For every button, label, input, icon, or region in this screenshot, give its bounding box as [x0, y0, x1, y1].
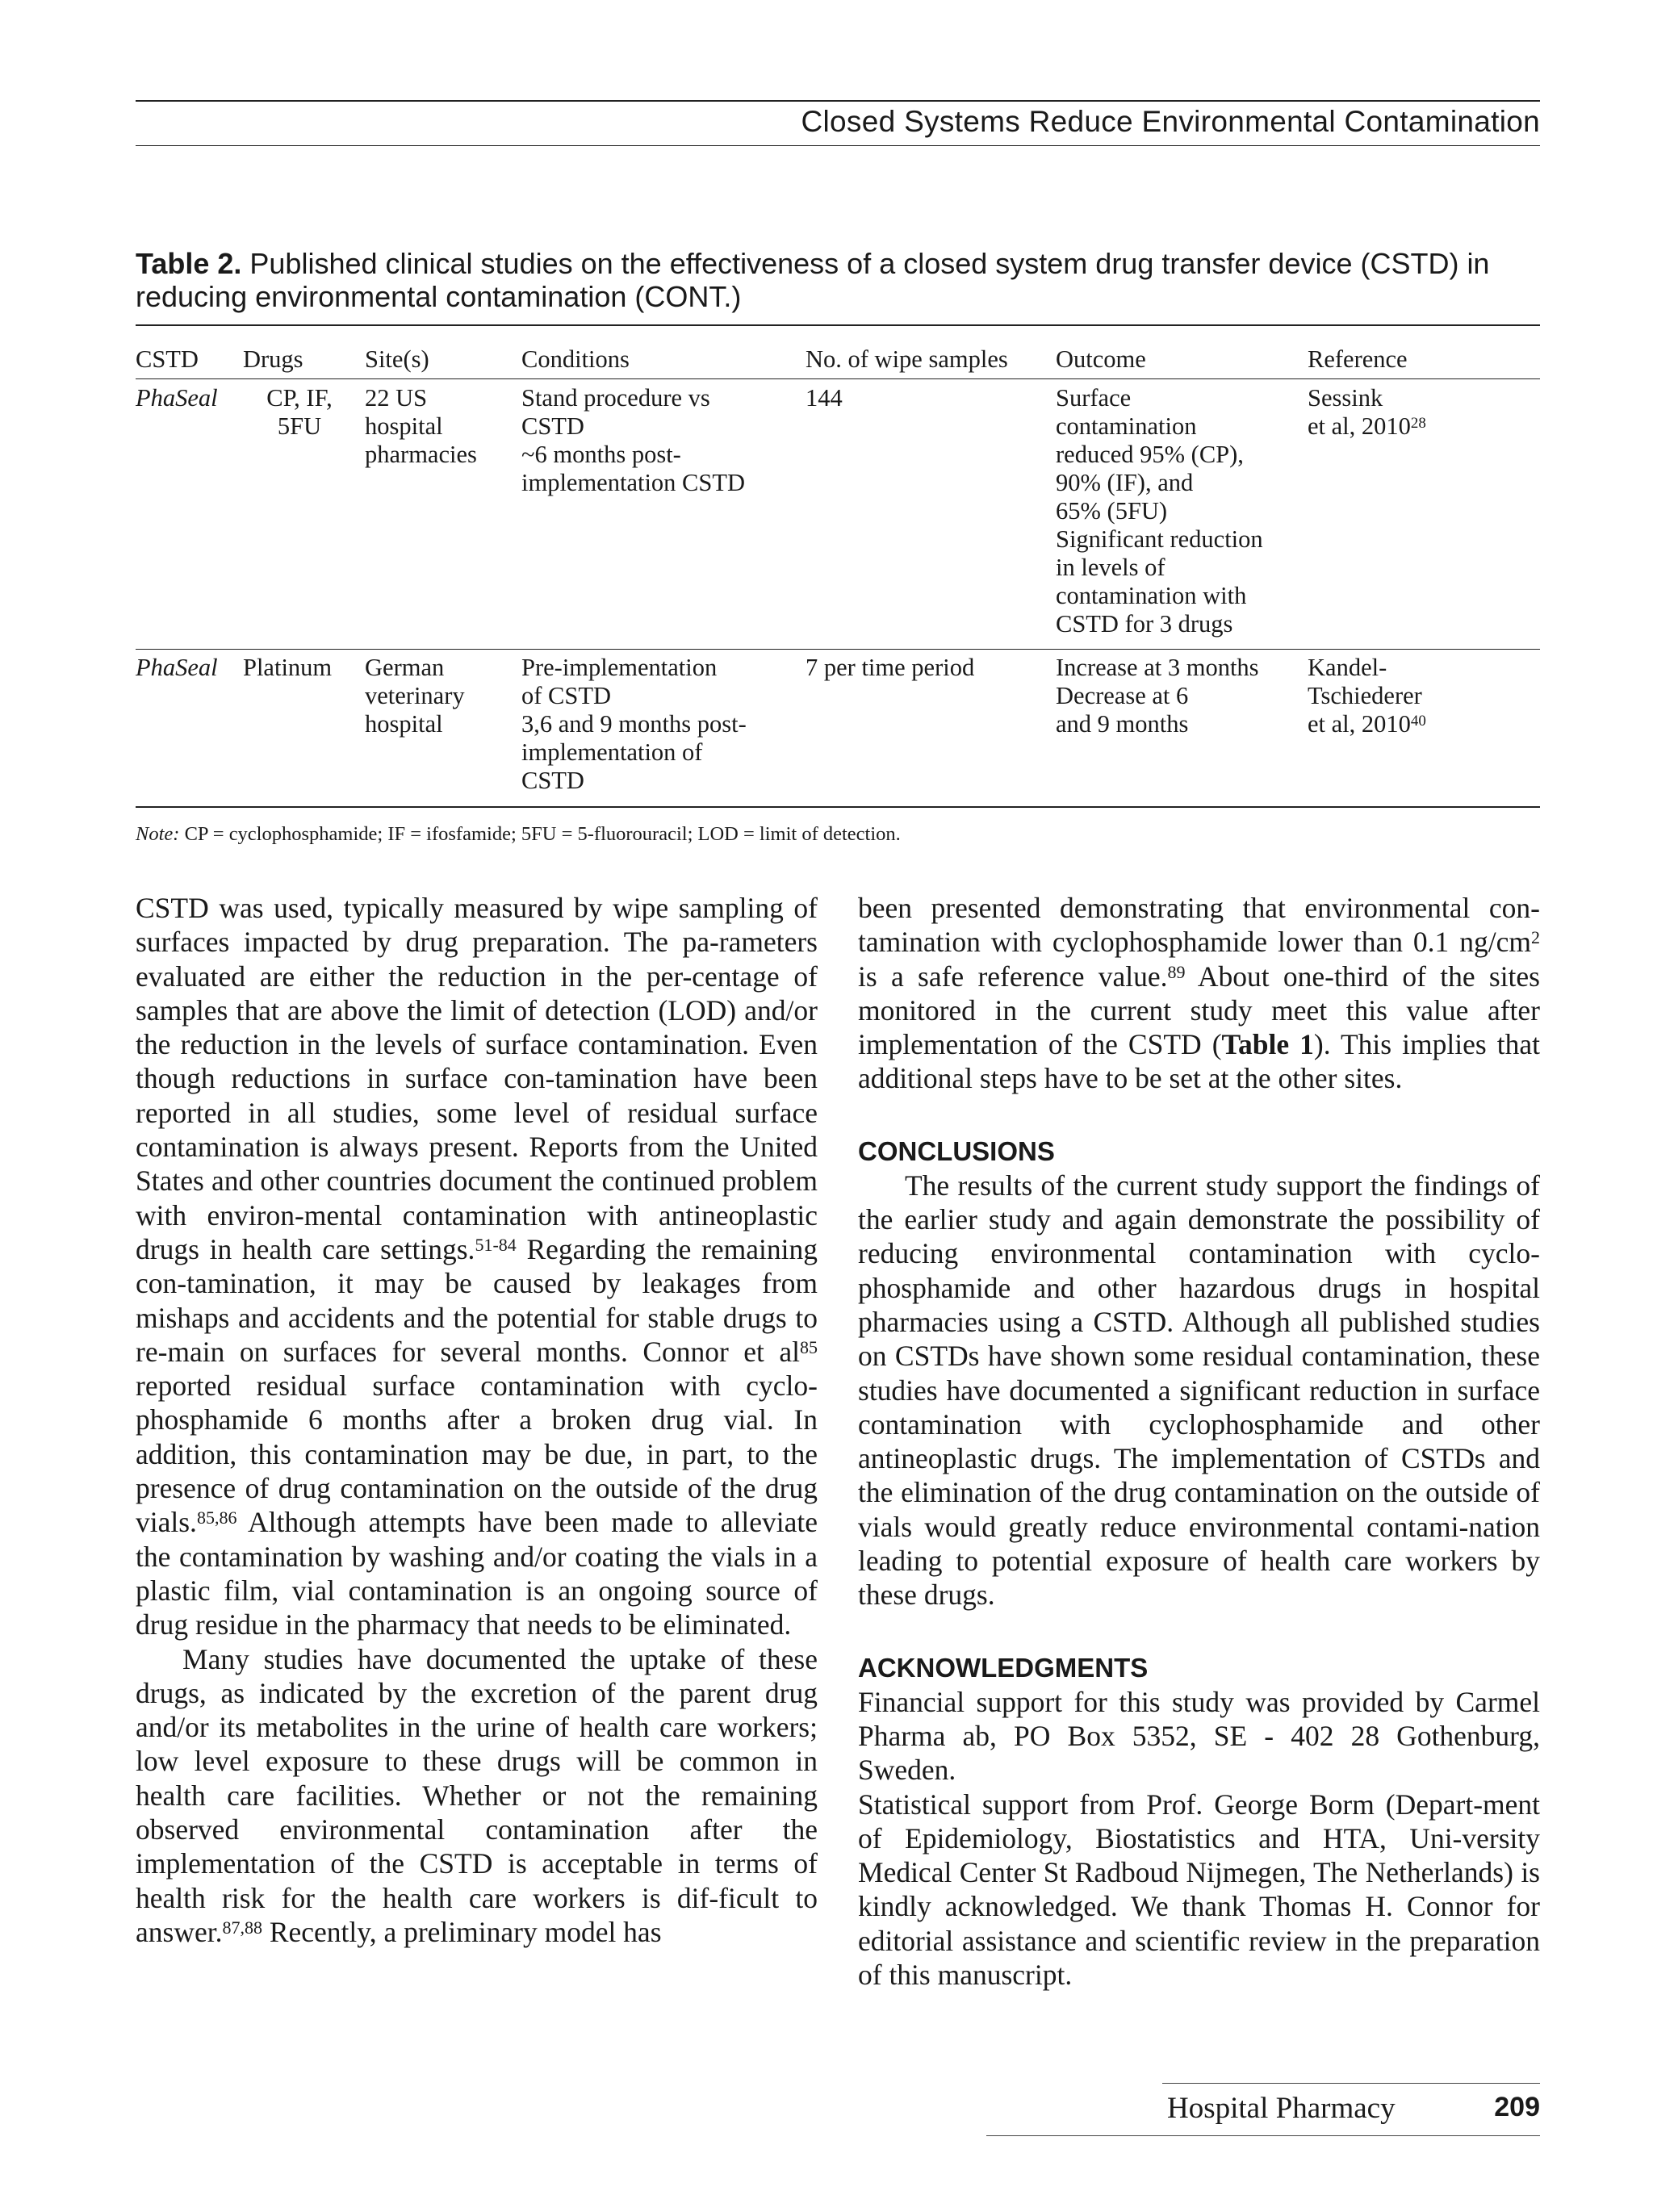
- body-text: is a safe reference value.: [858, 960, 1168, 993]
- section-heading-acknowledgments: ACKNOWLEDGMENTS: [858, 1652, 1149, 1683]
- table-cell-conditions: Stand procedure vs CSTD ~6 months post- implementation CSTD: [521, 384, 746, 496]
- running-header: [136, 100, 1540, 138]
- citation-superscript: 87,88: [222, 1917, 262, 1938]
- table-cell-cstd: PhaSeal: [136, 384, 218, 412]
- footer-rule-lower: [986, 2135, 1540, 2136]
- table-top-rule: [136, 324, 1540, 326]
- table-header-sites: Site(s): [365, 345, 429, 373]
- table-header-drugs: Drugs: [243, 345, 303, 373]
- table-cell-drugs: Platinum: [243, 654, 333, 681]
- table-bottom-rule: [136, 806, 1540, 808]
- section-heading-conclusions: CONCLUSIONS: [858, 1135, 1055, 1166]
- table-cell-wipe-samples: 7 per time period: [806, 654, 975, 681]
- citation-superscript: 89: [1167, 961, 1186, 982]
- table-cell-conditions: Pre-implementation of CSTD 3,6 and 9 months post- implementation of CSTD: [521, 654, 747, 794]
- table-header-conditions: Conditions: [521, 345, 630, 373]
- body-text: Although attempts have been made to alleviate the contamination by washing and/or coating the vials in a plastic film, vial contamination is an ongoing source of drug residue in the pharmacy that needs to be eliminated.: [136, 1506, 818, 1641]
- body-text: Many studies have documented the uptake of these drugs, as indicated by the excretion of the parent drug and/or its metabolites in the urine of health care workers; low level exposure to these drugs will be common in health care facilities. Whether or not the remaining observed environmental contamination after the implementation of the CSTD is acceptable in terms of health risk for the health care workers is dif-ficult to answer.: [136, 1642, 818, 1948]
- table-header-outcome: Outcome: [1056, 345, 1146, 373]
- footer-journal-name: Hospital Pharmacy: [1167, 2092, 1396, 2125]
- body-text: About one-third of the sites monitored in the current study meet this value after implementation of the CSTD (: [858, 960, 1540, 1061]
- table-cell-sites: 22 US hospital pharmacies: [365, 384, 477, 468]
- table-header-rule: [136, 378, 1540, 379]
- table-cell-outcome: Increase at 3 months Decrease at 6 and 9 months: [1056, 654, 1259, 738]
- table-cell-wipe-samples: 144: [806, 384, 843, 412]
- table-header-reference: Reference: [1308, 345, 1408, 373]
- body-text: Regarding the remaining con-tamination, it may be caused by leakages from mishaps and accidents and the potential for stable drugs to re-main on surfaces for several months. Connor et al: [136, 1232, 818, 1368]
- body-text: ). This implies that additional steps have to be set at the other sites.: [858, 1028, 1540, 1095]
- table-reference-link[interactable]: Table 1: [1221, 1028, 1314, 1061]
- table-row-rule: [136, 649, 1540, 650]
- body-paragraph: [136, 891, 818, 1642]
- reference-year: et al, 2010: [1308, 412, 1411, 440]
- table-caption-label: Table 2.: [136, 247, 242, 280]
- running-title: Closed Systems Reduce Environmental Contamination: [801, 105, 1540, 138]
- body-paragraph: [858, 891, 1540, 1096]
- citation-superscript: 85,86: [196, 1507, 237, 1528]
- table-caption-text: Published clinical studies on the effectiveness of a closed system drug transfer device (CSTD) in reducing environmental contamination (CONT.): [136, 247, 1490, 313]
- table-cell-reference: [1308, 384, 1426, 441]
- acknowledgments-paragraph: Statistical support from Prof. George Borm (Depart-ment of Epidemiology, Biostatistics and HTA, Uni-versity Medical Center St Radboud Nijmegen, The Netherlands) is kindly acknowledged. We thank Thomas H. Connor for editorial assistance and scientific review in the preparation of this manuscript.: [858, 1788, 1540, 1992]
- table-cell-outcome: Surface contamination reduced 95% (CP), 90% (IF), and 65% (5FU) Significant reduction in levels of contamination with CSTD for 3 drugs: [1056, 384, 1263, 638]
- reference-citation-number: 28: [1410, 414, 1426, 432]
- table-cell-cstd: PhaSeal: [136, 654, 218, 681]
- body-column-right: [858, 891, 1540, 1992]
- table-cell-drugs: CP, IF, 5FU: [266, 384, 333, 440]
- footer-rule: [1162, 2083, 1540, 2084]
- table-caption: [136, 247, 1540, 313]
- table-note: [136, 823, 901, 846]
- table-header-wipe-samples: No. of wipe samples: [806, 345, 1008, 373]
- citation-superscript: 51-84: [475, 1235, 517, 1256]
- reference-citation-number: 40: [1410, 712, 1426, 730]
- reference-year: et al, 2010: [1308, 710, 1411, 738]
- body-text: been presented demonstrating that environmental con-tamination with cyclophosphamide lower than 0.1 ng/cm: [858, 892, 1540, 959]
- superscript: 2: [1531, 927, 1540, 948]
- citation-superscript: 85: [800, 1336, 818, 1357]
- table-header-cstd: CSTD: [136, 345, 199, 373]
- table-note-label: Note:: [136, 823, 180, 845]
- reference-author: Sessink: [1308, 384, 1383, 412]
- header-rule: [136, 145, 1540, 146]
- body-text: Recently, a preliminary model has: [262, 1915, 662, 1948]
- body-text: reported residual surface contamination with cyclo-phosphamide 6 months after a broken drug vial. In addition, this contamination may be due, in part, to the presence of drug contamination on the outside of the drug vials.: [136, 1369, 818, 1539]
- table-note-text: CP = cyclophosphamide; IF = ifosfamide; 5FU = 5-fluorouracil; LOD = limit of detection.: [179, 823, 901, 845]
- table-cell-sites: German veterinary hospital: [365, 654, 465, 738]
- acknowledgments-paragraph: Financial support for this study was provided by Carmel Pharma ab, PO Box 5352, SE - 402 28 Gothenburg, Sweden.: [858, 1685, 1540, 1787]
- table-cell-reference: [1308, 654, 1426, 738]
- conclusions-paragraph: The results of the current study support the findings of the earlier study and again demonstrate the possibility of reducing environmental contamination with cyclo-phosphamide and other hazardous drugs in hospital pharmacies using a CSTD. Although all published studies on CSTDs have shown some residual contamination, these studies have documented a significant reduction in surface contamination with cyclophosphamide and other antineoplastic drugs. The implementation of CSTDs and the elimination of the drug contamination on the outside of vials would greatly reduce environmental contami-nation leading to potential exposure of health care workers by these drugs.: [858, 1169, 1540, 1612]
- body-paragraph: [136, 1642, 818, 1950]
- page-number: 209: [1494, 2092, 1540, 2122]
- body-column-left: [136, 891, 818, 1949]
- body-text: CSTD was used, typically measured by wipe sampling of surfaces impacted by drug preparation. The pa-rameters evaluated are either the reduction in the per-centage of samples that are above the limit of detection (LOD) and/or the reduction in the levels of surface contamination. Even though reductions in surface con-tamination have been reported in all studies, some level of residual surface contamination is always present. Reports from the United States and other countries document the continued problem with environ-mental contamination with antineoplastic drugs in health care settings.: [136, 892, 818, 1265]
- reference-author: Kandel- Tschiederer: [1308, 654, 1422, 709]
